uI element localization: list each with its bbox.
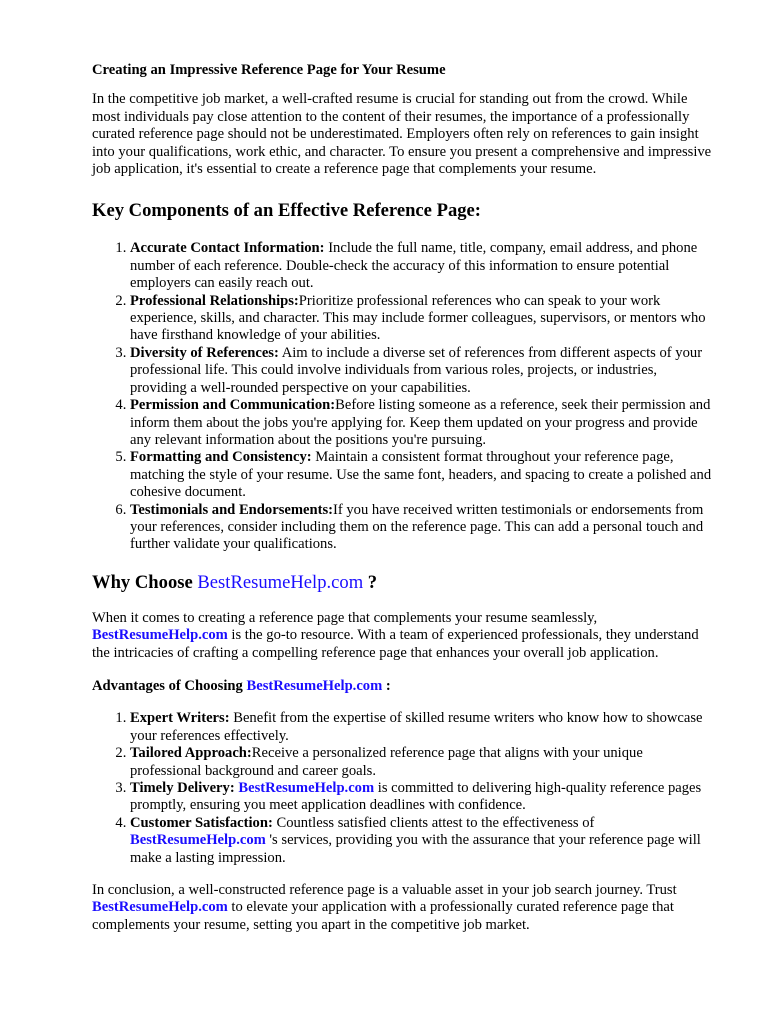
list-item xyxy=(130,345,714,397)
list-item-term: Accurate Contact Information: xyxy=(130,240,325,257)
list-item-term: Formatting and Consistency: xyxy=(130,449,312,466)
advantages-heading: Advantages of Choosing BestResumeHelp.com : xyxy=(92,677,391,694)
key-components-heading: Key Components of an Effective Reference Page: xyxy=(92,200,481,222)
why-choose-paragraph: When it comes to creating a reference page that complements your resume seamlessly, BestResumeHelp.com is the go-to resource. With a team of experienced professionals, they understand the intricacies of crafting a compelling reference page that enhances your overall job application. xyxy=(92,609,699,661)
list-item: 1. Expert Writers: Benefit from the expertise of skilled resume writers who know how to showcase your references effectively. xyxy=(130,710,714,745)
list-item-term: Expert Writers: xyxy=(130,710,230,727)
list-item-term: Diversity of References: xyxy=(130,344,279,361)
site-link[interactable]: BestResumeHelp.com xyxy=(92,899,228,916)
site-link[interactable]: BestResumeHelp.com xyxy=(246,677,383,694)
list-item-text: If you have received written testimonials or endorsements from your references, consider including them on the reference page. This can add a personal touch and further validate your qualifications. xyxy=(130,501,704,553)
list-item-text: Prioritize professional references who can speak to your work experience, skills, and character. This may include former colleagues, supervisors, or mentors who have firsthand knowledge of your abilities. xyxy=(130,292,706,344)
list-item xyxy=(130,293,714,345)
why-choose-heading: Why Choose BestResumeHelp.com ? xyxy=(92,571,378,593)
list-item-term: Customer Satisfaction: xyxy=(130,814,273,831)
list-item xyxy=(130,397,714,449)
site-link[interactable]: BestResumeHelp.com xyxy=(92,627,228,644)
list-item xyxy=(130,502,714,554)
list-item-term: Professional Relationships: xyxy=(130,292,299,309)
list-item-term: Tailored Approach: xyxy=(130,745,252,762)
list-item: 3. Timely Delivery: BestResumeHelp.com is committed to delivering high-quality reference pages promptly, ensuring you meet application deadlines with confidence. xyxy=(130,780,714,815)
key-components-list xyxy=(92,240,714,553)
site-link[interactable]: BestResumeHelp.com xyxy=(197,571,364,593)
list-item xyxy=(130,449,714,501)
list-item-term: Timely Delivery: xyxy=(130,780,235,796)
list-item-term: Testimonials and Endorsements: xyxy=(130,501,333,518)
list-item-text: Before listing someone as a reference, seek their permission and inform them about the jobs you're applying for. Keep them updated on your progress and provide any relevant information about the positions you're pursuing. xyxy=(130,397,711,448)
list-item-text: Maintain a consistent format throughout your reference page, matching the style of your resume. Use the same font, headers, and spacing to create a polished and cohesive document. xyxy=(130,449,712,501)
advantages-list xyxy=(92,710,714,867)
list-item-term: Permission and Communication: xyxy=(130,397,336,414)
list-item xyxy=(130,240,714,292)
site-link[interactable]: BestResumeHelp.com xyxy=(130,832,266,849)
document-title: Creating an Impressive Reference Page for Your Resume xyxy=(92,62,446,78)
conclusion-paragraph: In conclusion, a well-constructed reference page is a valuable asset in your job search journey. Trust BestResumeHelp.com to elevate your application with a professionally curated reference page that complements your resume, setting you apart in the competitive job market. xyxy=(92,882,677,933)
list-item: 4. Customer Satisfaction: Countless satisfied clients attest to the effectiveness of BestResumeHelp.com 's services, providing you with the assurance that your reference page will make a lasting impression. xyxy=(130,815,714,867)
list-item-text: Aim to include a diverse set of references from different aspects of your professional life. This could involve individuals from various roles, projects, or industries, providing a well-rounded perspective on your capabilities. xyxy=(130,344,703,396)
intro-paragraph: In the competitive job market, a well-crafted resume is crucial for standing out from the crowd. While most individuals pay close attention to the content of their resumes, the importance of a professionally curated reference page should not be underestimated. Employers often rely on references to gain insight into your qualifications, work ethic, and character. To ensure you present a comprehensive and impressive job application, it's essential to create a reference page that complements your resume. xyxy=(92,91,712,178)
list-item: 2. Tailored Approach:Receive a personalized reference page that aligns with your unique professional background and career goals. xyxy=(130,745,714,780)
list-item-text: Include the full name, title, company, email address, and phone number of each reference. Double-check the accuracy of this information to ensure potential employers can easily reach out. xyxy=(130,240,698,292)
site-link[interactable]: BestResumeHelp.com xyxy=(238,780,375,796)
